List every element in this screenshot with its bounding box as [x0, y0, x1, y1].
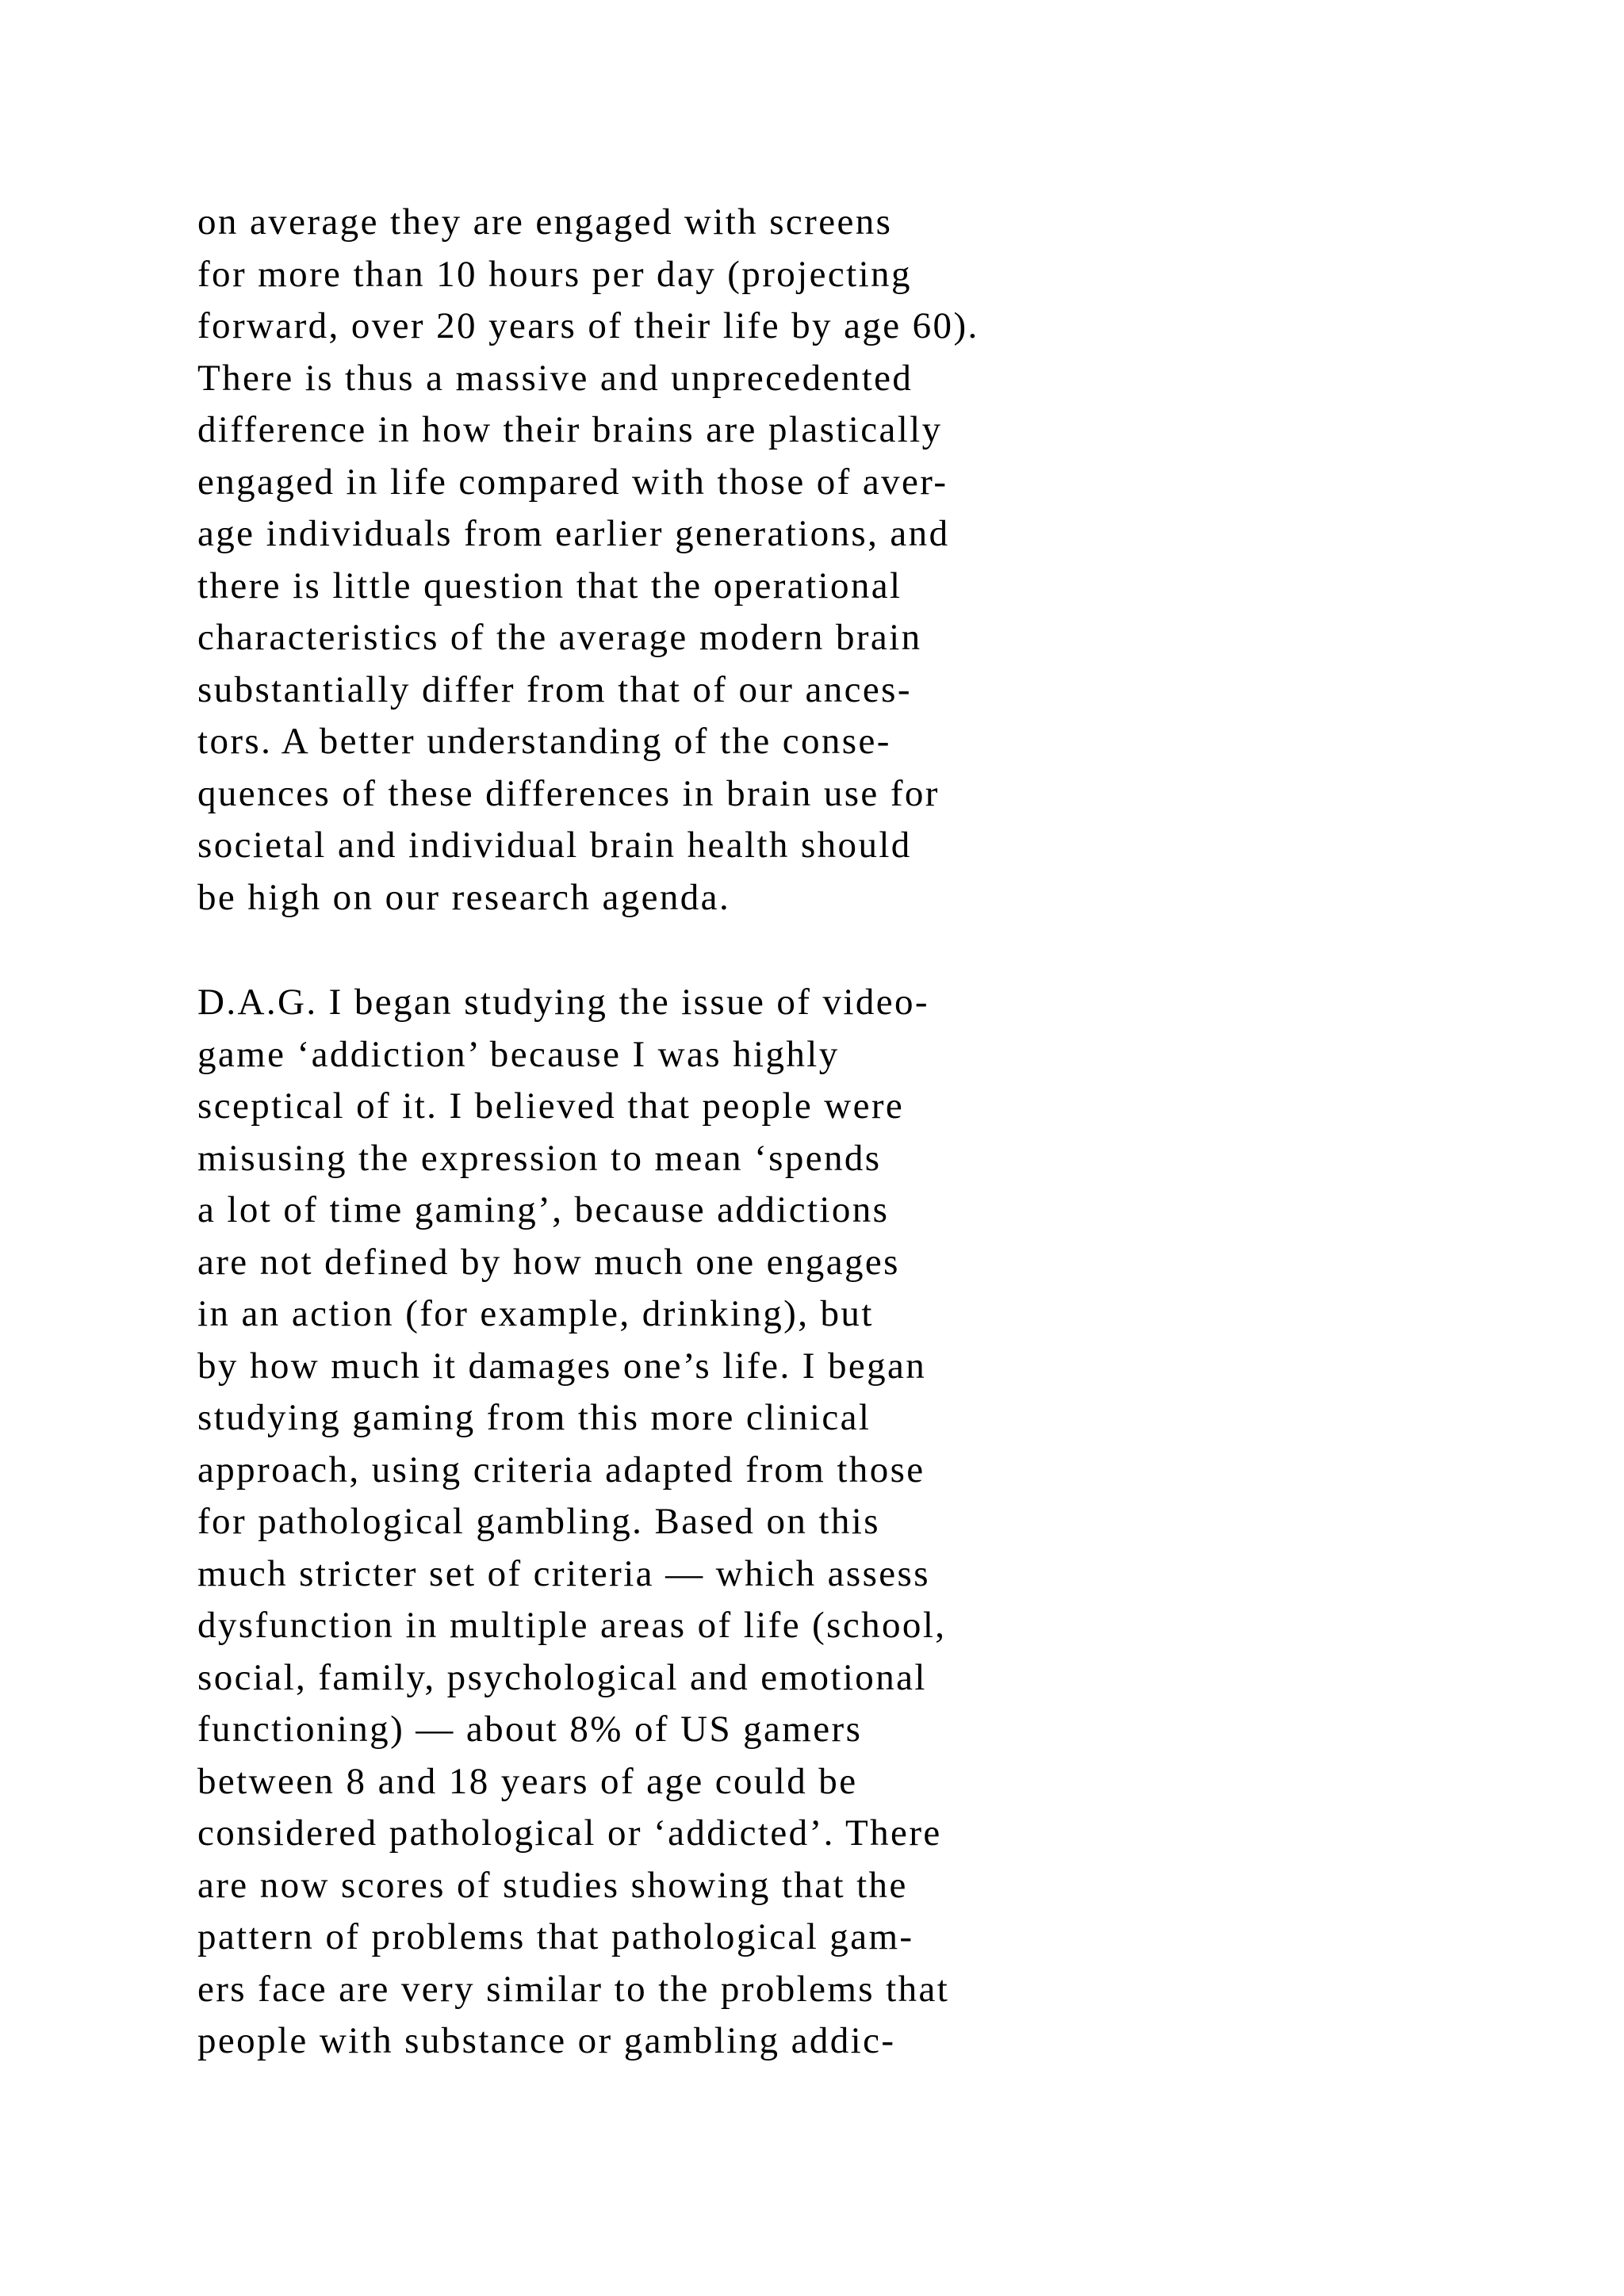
text-line: considered pathological or ‘addicted’. There: [197, 1812, 942, 1854]
text-line: between 8 and 18 years of age could be: [197, 1760, 858, 1802]
text-line: by how much it damages one’s life. I began: [197, 1345, 927, 1387]
text-line: for more than 10 hours per day (projecting: [197, 253, 912, 295]
text-line: D.A.G. I began studying the issue of video-: [197, 982, 929, 1023]
text-line: there is little question that the operational: [197, 564, 902, 607]
text-line: functioning) — about 8% of US gamers: [197, 1709, 863, 1750]
text-line: There is thus a massive and unprecedented: [197, 357, 914, 399]
text-line: in an action (for example, drinking), but: [197, 1293, 874, 1334]
text-line: on average they are engaged with screens: [197, 201, 893, 243]
text-line: are now scores of studies showing that the: [197, 1864, 908, 1906]
text-line: pattern of problems that pathological gam-: [197, 1916, 914, 1957]
paragraph-screen-time: [197, 197, 1466, 924]
text-line: tors. A better understanding of the conse-: [197, 721, 891, 762]
text-line: characteristics of the average modern brain: [197, 617, 922, 658]
text-line: difference in how their brains are plastically: [197, 409, 943, 450]
text-line: forward, over 20 years of their life by age 60).: [197, 305, 979, 346]
text-line: misusing the expression to mean ‘spends: [197, 1137, 882, 1179]
text-line: studying gaming from this more clinical: [197, 1397, 871, 1438]
text-line: much stricter set of criteria — which assess: [197, 1552, 930, 1594]
text-line: quences of these differences in brain use for: [197, 772, 940, 814]
text-line: be high on our research agenda.: [197, 876, 731, 918]
text-line: sceptical of it. I believed that people were: [197, 1085, 905, 1127]
text-line: game ‘addiction’ because I was highly: [197, 1033, 840, 1075]
text-line: societal and individual brain health should: [197, 825, 912, 866]
text-line: are not defined by how much one engages: [197, 1241, 900, 1283]
text-line: social, family, psychological and emotional: [197, 1656, 927, 1698]
text-line: a lot of time gaming’, because addictions: [197, 1189, 890, 1230]
text-line: substantially differ from that of our ances-: [197, 668, 912, 710]
text-line: engaged in life compared with those of aver-: [197, 461, 948, 503]
paragraph-gaming-addiction: [197, 977, 1466, 2068]
text-line: ers face are very similar to the problems that: [197, 1968, 950, 2010]
text-line: approach, using criteria adapted from those: [197, 1448, 925, 1490]
text-line: age individuals from earlier generations, and: [197, 513, 950, 554]
text-line: dysfunction in multiple areas of life (school,: [197, 1605, 947, 1646]
text-line: for pathological gambling. Based on this: [197, 1501, 880, 1542]
text-line: people with substance or gambling addic-: [197, 2020, 896, 2061]
